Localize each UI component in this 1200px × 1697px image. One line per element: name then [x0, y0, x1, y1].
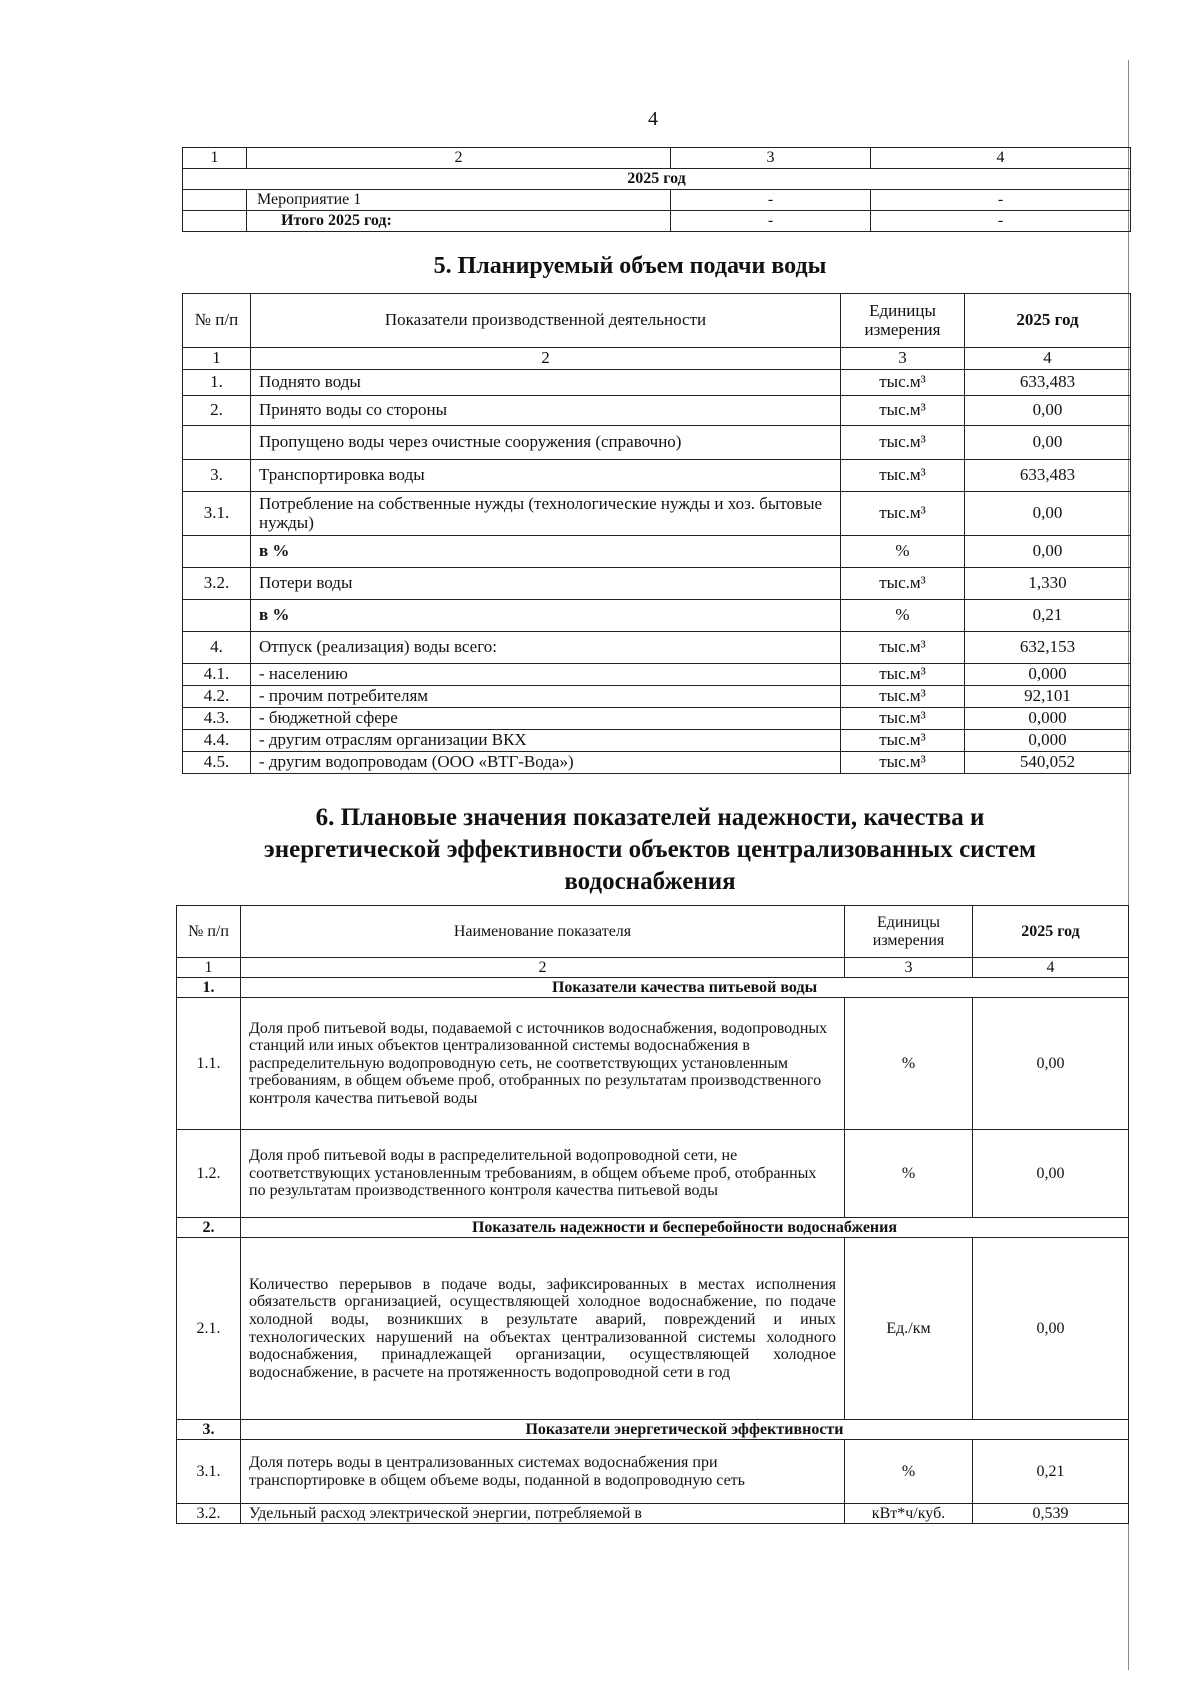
header-year: 2025 год: [965, 294, 1131, 348]
section6-title: [0, 802, 1200, 898]
table-row: [177, 1238, 1129, 1420]
row-name: Поднято воды: [251, 370, 841, 396]
table-row: [183, 664, 1131, 686]
row-num: 2.1.: [177, 1238, 241, 1420]
row-unit: тыс.м³: [841, 752, 965, 774]
header-name: Показатели производственной деятельности: [251, 294, 841, 348]
row-value: 0,00: [973, 998, 1129, 1130]
row-name: Доля потерь воды в централизованных системах водоснабжения при транспортировке в общем объеме воды, поданной в водопроводную сеть: [241, 1440, 845, 1504]
table-row: [183, 460, 1131, 492]
group-row: [177, 978, 1129, 998]
row-value: 1,330: [965, 568, 1131, 600]
row-value: 0,21: [973, 1440, 1129, 1504]
page-number: 4: [648, 108, 658, 130]
row-name: - бюджетной сфере: [251, 708, 841, 730]
table-row: [183, 536, 1131, 568]
header-year: 2025 год: [973, 906, 1129, 958]
group-title: Показатель надежности и бесперебойности водоснабжения: [241, 1218, 1129, 1238]
row-num: [183, 600, 251, 632]
row-name: - другим отраслям организации ВКХ: [251, 730, 841, 752]
group-row: [177, 1420, 1129, 1440]
row-name: - другим водопроводам (ООО «ВТГ-Вода»): [251, 752, 841, 774]
colnum-3: 3: [671, 148, 871, 169]
row-name: - прочим потребителям: [251, 686, 841, 708]
table-row: [183, 600, 1131, 632]
colnum-4: 4: [871, 148, 1131, 169]
row-value: 0,00: [965, 492, 1131, 536]
row-unit: кВт*ч/куб.: [845, 1504, 973, 1524]
table-row: [183, 730, 1131, 752]
row-value: 0,00: [965, 536, 1131, 568]
row-unit: тыс.м³: [841, 686, 965, 708]
colnum-4: 4: [965, 348, 1131, 370]
row-num: 1.1.: [177, 998, 241, 1130]
row-unit: тыс.м³: [841, 568, 965, 600]
row-unit: тыс.м³: [841, 426, 965, 460]
measures-table: [182, 147, 1131, 232]
row-col4: -: [871, 211, 1131, 232]
group-num: 3.: [177, 1420, 241, 1440]
colnum-2: 2: [247, 148, 671, 169]
row-name: Удельный расход электрической энергии, потребляемой в: [241, 1504, 845, 1524]
table-row: [183, 752, 1131, 774]
table-header-row: [183, 294, 1131, 348]
row-num: 4.2.: [183, 686, 251, 708]
group-num: 2.: [177, 1218, 241, 1238]
row-unit: тыс.м³: [841, 370, 965, 396]
row-unit: тыс.м³: [841, 708, 965, 730]
row-num: 3.2.: [183, 568, 251, 600]
row-num: 4.3.: [183, 708, 251, 730]
water-supply-table: [182, 293, 1131, 774]
row-value: 0,00: [973, 1130, 1129, 1218]
colnum-4: 4: [973, 958, 1129, 978]
table-row: [177, 998, 1129, 1130]
row-name: Доля проб питьевой воды в распределительной водопроводной сети, не соответствующих установленным требованиям, в общем объеме проб, отобранных по результатам производственного контроля качества питьевой воды: [241, 1130, 845, 1218]
table-row: [177, 1504, 1129, 1524]
row-value: 0,000: [965, 708, 1131, 730]
row-name: Принято воды со стороны: [251, 396, 841, 426]
row-num: 1.: [183, 370, 251, 396]
table-header-row: [183, 148, 1131, 169]
table-row: [183, 370, 1131, 396]
row-num: 3.: [183, 460, 251, 492]
row-num: 4.: [183, 632, 251, 664]
table-row: [183, 708, 1131, 730]
row-num: 3.2.: [177, 1504, 241, 1524]
row-col4: -: [871, 190, 1131, 211]
year-row: [183, 169, 1131, 190]
colnum-row: [177, 958, 1129, 978]
table-row: [183, 632, 1131, 664]
colnum-row: [183, 348, 1131, 370]
colnum-3: 3: [845, 958, 973, 978]
row-unit: %: [841, 536, 965, 568]
row-value: 92,101: [965, 686, 1131, 708]
table-row: [177, 1130, 1129, 1218]
row-name: Отпуск (реализация) воды всего:: [251, 632, 841, 664]
table-row: [183, 396, 1131, 426]
table-row: [183, 190, 1131, 211]
row-name: - населению: [251, 664, 841, 686]
row-value: 0,000: [965, 664, 1131, 686]
row-value: 0,000: [965, 730, 1131, 752]
row-unit: тыс.м³: [841, 460, 965, 492]
table-row: [183, 568, 1131, 600]
row-num: 1.2.: [177, 1130, 241, 1218]
row-num: [183, 426, 251, 460]
section6-title-line2: энергетической эффективности объектов централизованных систем: [263, 836, 1037, 863]
table-row: [183, 426, 1131, 460]
section5-title: 5. Планируемый объем подачи воды: [433, 253, 827, 279]
row-value: 632,153: [965, 632, 1131, 664]
header-num: № п/п: [177, 906, 241, 958]
row-unit: тыс.м³: [841, 730, 965, 752]
group-title: Показатели качества питьевой воды: [241, 978, 1129, 998]
row-name: Итого 2025 год:: [247, 211, 671, 232]
colnum-3: 3: [841, 348, 965, 370]
header-unit: Единицы измерения: [841, 294, 965, 348]
year-label: 2025 год: [183, 169, 1131, 190]
row-unit: тыс.м³: [841, 396, 965, 426]
group-row: [177, 1218, 1129, 1238]
row-num: [183, 211, 247, 232]
indicators-table: [176, 905, 1129, 1524]
table-row: [183, 211, 1131, 232]
row-num: [183, 190, 247, 211]
header-name: Наименование показателя: [241, 906, 845, 958]
row-num: 3.1.: [183, 492, 251, 536]
table-header-row: [177, 906, 1129, 958]
row-unit: %: [845, 998, 973, 1130]
row-name: в %: [251, 536, 841, 568]
header-num: № п/п: [183, 294, 251, 348]
colnum-2: 2: [241, 958, 845, 978]
section6-title-line1: 6. Плановые значения показателей надежности, качества и: [315, 804, 985, 831]
row-value: 0,00: [965, 426, 1131, 460]
row-value: 633,483: [965, 370, 1131, 396]
row-name: Количество перерывов в подаче воды, зафиксированных в местах исполнения обязательств организацией, осуществляющей холодное водоснабжение, по подаче холодной воды, возникших в результате аварий, повреждений и иных технологических нарушений на объектах централизованной системы холодного водоснабжения, принадлежащей организации, осуществляющей холодное водоснабжение, в расчете на протяженность водопроводной сети в год: [241, 1238, 845, 1420]
table-row: [177, 1440, 1129, 1504]
row-col3: -: [671, 211, 871, 232]
row-value: 0,00: [965, 396, 1131, 426]
colnum-1: 1: [177, 958, 241, 978]
row-num: 4.5.: [183, 752, 251, 774]
row-num: [183, 536, 251, 568]
row-value: 0,539: [973, 1504, 1129, 1524]
row-name: в %: [251, 600, 841, 632]
row-name: Потери воды: [251, 568, 841, 600]
row-num: 3.1.: [177, 1440, 241, 1504]
row-num: 4.4.: [183, 730, 251, 752]
row-name: Пропущено воды через очистные сооружения (справочно): [251, 426, 841, 460]
table-row: [183, 686, 1131, 708]
row-name: Мероприятие 1: [247, 190, 671, 211]
row-unit: %: [845, 1440, 973, 1504]
row-value: 0,00: [973, 1238, 1129, 1420]
colnum-2: 2: [251, 348, 841, 370]
row-unit: тыс.м³: [841, 664, 965, 686]
row-name: Потребление на собственные нужды (технологические нужды и хоз. бытовые нужды): [251, 492, 841, 536]
row-unit: %: [841, 600, 965, 632]
row-unit: %: [845, 1130, 973, 1218]
table-row: [183, 492, 1131, 536]
row-name: Доля проб питьевой воды, подаваемой с источников водоснабжения, водопроводных станций или иных объектов централизованной системы водоснабжения в распределительную водопроводную сеть, не соответствующих установленным требованиям, в общем объеме проб, отобранных по результатам производственного контроля качества питьевой воды: [241, 998, 845, 1130]
row-unit: тыс.м³: [841, 492, 965, 536]
row-unit: тыс.м³: [841, 632, 965, 664]
header-unit: Единицы измерения: [845, 906, 973, 958]
row-num: 2.: [183, 396, 251, 426]
section6-title-line3: водоснабжения: [564, 868, 736, 895]
row-value: 633,483: [965, 460, 1131, 492]
row-name: Транспортировка воды: [251, 460, 841, 492]
row-unit: Ед./км: [845, 1238, 973, 1420]
row-col3: -: [671, 190, 871, 211]
colnum-1: 1: [183, 348, 251, 370]
group-num: 1.: [177, 978, 241, 998]
group-title: Показатели энергетической эффективности: [241, 1420, 1129, 1440]
row-value: 540,052: [965, 752, 1131, 774]
row-num: 4.1.: [183, 664, 251, 686]
colnum-1: 1: [183, 148, 247, 169]
row-value: 0,21: [965, 600, 1131, 632]
